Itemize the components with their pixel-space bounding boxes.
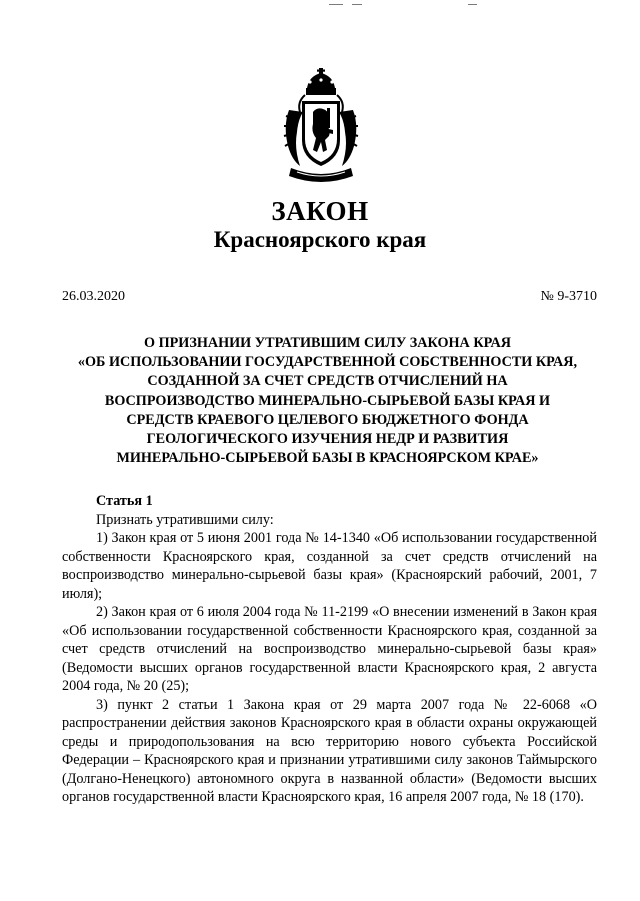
scan-top-marks (0, 2, 640, 10)
heading-line: ГЕОЛОГИЧЕСКОГО ИЗУЧЕНИЯ НЕДР И РАЗВИТИЯ (146, 431, 509, 448)
article-item-2: 2) Закон края от 6 июля 2004 года № 11-2199 «О внесении изменений в Закон края «Об использовании государственной собственности Красноярского края, созданной за счет средств отчислений на воспроизводство минерально-сырьевой базы края» (Ведомости высших органов государственной власти Красноярского края, 2 августа 2004 года, № 20 (25); (62, 604, 597, 694)
heading-line: ВОСПРОИЗВОДСТВО МИНЕРАЛЬНО-СЫРЬЕВОЙ БАЗЫ КРАЯ И (104, 392, 551, 409)
law-heading (60, 334, 595, 468)
article-item-1: 1) Закон края от 5 июня 2001 года № 14-1340 «Об использовании государственной собственности Красноярского края, созданной за счет средств отчислений на воспроизводство минерально-сырьевой базы края» (Красноярский рабочий, 2001, 7 июля); (62, 530, 597, 602)
document-subtitle: Красноярского края (213, 227, 427, 252)
heading-line: СОЗДАННОЙ ЗА СЧЕТ СРЕДСТВ ОТЧИСЛЕНИЙ НА (147, 373, 508, 390)
heading-line: О ПРИЗНАНИИ УТРАТИВШИМ СИЛУ ЗАКОНА КРАЯ (144, 335, 511, 351)
document-number: № 9-3710 (540, 289, 597, 304)
heading-line: МИНЕРАЛЬНО-СЫРЬЕВОЙ БАЗЫ В КРАСНОЯРСКОМ КРАЕ» (116, 450, 539, 467)
document-title: ЗАКОН (271, 196, 369, 226)
heading-line: «ОБ ИСПОЛЬЗОВАНИИ ГОСУДАРСТВЕННОЙ СОБСТВЕННОСТИ КРАЯ, (77, 354, 578, 371)
article-body (62, 492, 597, 807)
coat-of-arms-icon (283, 68, 359, 186)
heading-line: СРЕДСТВ КРАЕВОГО ЦЕЛЕВОГО БЮДЖЕТНОГО ФОНДА (126, 411, 529, 428)
crown-icon (306, 68, 336, 95)
document-date: 26.03.2020 (62, 289, 125, 304)
article-item-3: 3) пункт 2 статьи 1 Закона края от 29 марта 2007 года № 22-6068 «О распространении действия законов Красноярского края в области охраны окружающей среды и природопользования на всю территорию нового субъекта Российской Федерации – Красноярского края и признании утратившими силу законов Таймырского (Долгано-Ненецкого) автономного округа в названной области» (Ведомости высших органов государственной власти Красноярского края, 16 апреля 2007 года, № 18 (170). (62, 696, 597, 805)
article-title: Статья 1 (96, 493, 153, 509)
article-intro: Признать утратившими силу: (96, 511, 274, 528)
